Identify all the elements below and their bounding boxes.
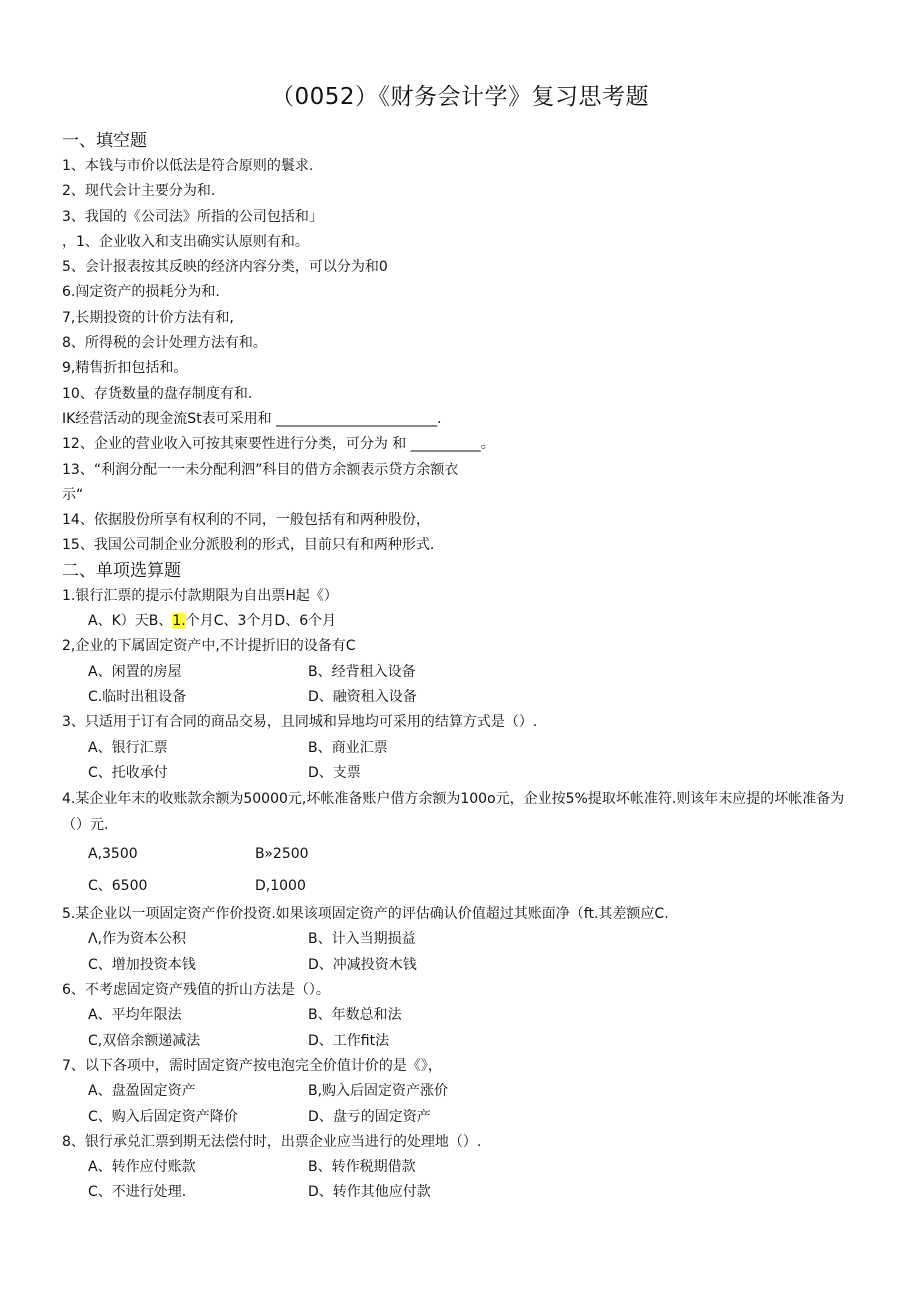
question-8-option-d: D、转作其他应付款 — [308, 1184, 431, 1201]
document-title: （0052）《财务会计学》复习思考题 — [270, 84, 650, 110]
question-1-option-text: A、K）天B、 — [88, 613, 173, 630]
question-2-option-b: B、经背租入设备 — [308, 663, 416, 680]
question-1-option-rest: 个月C、3个月D、6个月 — [185, 613, 337, 630]
fill-item-15: 15、我国公司制企业分派股利的形式，目前只有和两种形式. — [62, 537, 435, 554]
fill-item-7: 7,长期投资的计价方法有和, — [62, 309, 234, 326]
question-7-option-c: C、购入后固定资产降价 — [88, 1108, 238, 1125]
question-5-option-b: B、计入当期损益 — [308, 931, 416, 948]
fill-item-13: 13、“利润分配一一未分配利泗”科目的借方余额表示贷方余额衣 — [62, 461, 459, 478]
fill-item-3: 3、我国的《公司法》所指的公司包括和」 — [62, 208, 323, 225]
fill-item-5: 5、会计报表按其反映的经济内容分类，可以分为和0 — [62, 259, 388, 276]
question-5-option-c: C、增加投资本钱 — [88, 956, 196, 973]
question-4-option-b: B»2500 — [255, 846, 309, 863]
question-4-option-c: C、6500 — [88, 878, 148, 895]
question-4-option-a: A,3500 — [88, 846, 138, 863]
question-2-options-ab — [62, 660, 862, 685]
question-3-stem: 3、只适用于订有合同的商品交易，且同城和异地均可采用的结算方式是（）. — [62, 714, 538, 731]
question-6-options-ab — [62, 1003, 862, 1028]
fill-item-8: 8、所得税的会计处理方法有和。 — [62, 335, 267, 352]
question-2-stem: 2,企业的下属固定资产中,不计提折旧的设备有C — [62, 638, 356, 655]
question-8-stem: 8、银行承兑汇票到期无法偿付时，出票企业应当进行的处理地（）. — [62, 1133, 482, 1150]
question-8-option-c: C、不进行处理. — [88, 1184, 187, 1201]
question-5-options-cd — [62, 953, 862, 978]
question-1-options — [62, 609, 862, 634]
question-3-option-a: A、银行汇票 — [88, 739, 168, 756]
fill-item-11: IK经营活动的现金流St表可采用和 _______________________. — [62, 410, 442, 427]
question-6-options-cd — [62, 1029, 862, 1054]
question-7-option-a: A、盘盈固定资产 — [88, 1083, 196, 1100]
question-3-option-d: D、支票 — [308, 764, 361, 781]
fill-item-4: ，1、企业收入和支出确实认原则有和。 — [62, 233, 309, 250]
question-8-options-ab — [62, 1155, 862, 1180]
question-2-option-a: A、闲置的房屋 — [88, 663, 182, 680]
fill-item-12: 12、企业的营业收入可按其柬要性进行分类，可分为 和 __________。 — [62, 436, 495, 453]
question-4-options-ab — [62, 838, 862, 870]
question-5-option-a: Λ,作为资本公积 — [88, 931, 187, 948]
question-7-stem: 7、以下各项中，需时固定资产按电泡完全价值计价的是《》， — [62, 1057, 442, 1074]
question-4-options-cd — [62, 870, 862, 902]
question-7-option-b: B,购入后固定资产涨价 — [308, 1083, 449, 1100]
question-5-option-d: D、冲减投资木钱 — [308, 956, 417, 973]
question-7-option-d: D、盘亏的固定资产 — [308, 1108, 431, 1125]
question-6-stem: 6、不考虑固定资产残值的折山方法是（）。 — [62, 982, 330, 999]
question-4-option-d: D,1000 — [255, 878, 306, 895]
question-2-option-c: C.临时出租设备 — [88, 688, 187, 705]
document-body — [62, 129, 862, 1206]
highlighted-text: 1. — [172, 613, 186, 630]
question-3-options-cd — [62, 761, 862, 786]
question-6-option-a: A、平均年限法 — [88, 1007, 182, 1024]
fill-item-10: 10、存货数量的盘存制度有和. — [62, 385, 253, 402]
fill-item-14: 14、依据股份所享有权利的不同，一般包括有和两种股份， — [62, 512, 430, 529]
section-heading-fill-blank: 一、填空题 — [62, 131, 147, 151]
question-2-option-d: D、融资租入设备 — [308, 688, 417, 705]
question-2-options-cd — [62, 685, 862, 710]
fill-item-6: 6.闯定资产的损耗分为和. — [62, 284, 220, 301]
question-7-options-ab — [62, 1079, 862, 1104]
question-6-option-c: C,双倍余额递减法 — [88, 1032, 201, 1049]
question-7-options-cd — [62, 1105, 862, 1130]
fill-item-13-continued: 示“ — [62, 486, 84, 503]
question-1-stem: 1.银行汇票的提示付款期限为自出票H起《） — [62, 587, 338, 604]
question-3-option-b: B、商业汇票 — [308, 739, 388, 756]
question-4-stem: 4.某企业年末的收账款余额为50000元,坏帐准备账户借方余额为100o元，企业按5%提取坏帐准符.则该年末应提的坏帐准备为（）元. — [62, 791, 845, 834]
section-heading-single-choice: 二、单项选算题 — [62, 560, 181, 581]
question-5-stem: 5.某企业以一项固定资产作价投资.如果该项固定资产的评估确认价值超过其账面净（ft.其差额应C. — [62, 906, 669, 923]
question-5-options-ab — [62, 927, 862, 952]
question-3-options-ab — [62, 736, 862, 761]
fill-item-2: 2、现代会计主要分为和. — [62, 183, 216, 200]
fill-item-1: 1、本钱与市价以低法是符合原则的鬟求. — [62, 158, 314, 174]
question-6-option-b: B、年数总和法 — [308, 1007, 402, 1024]
fill-item-9: 9,精售折扣包括和。 — [62, 360, 188, 377]
question-6-option-d: D、工作fit法 — [308, 1032, 390, 1049]
question-8-options-cd — [62, 1180, 862, 1205]
question-8-option-b: B、转作税期借款 — [308, 1159, 416, 1176]
question-3-option-c: C、托收承付 — [88, 764, 168, 781]
question-8-option-a: A、转作应付账款 — [88, 1159, 196, 1176]
